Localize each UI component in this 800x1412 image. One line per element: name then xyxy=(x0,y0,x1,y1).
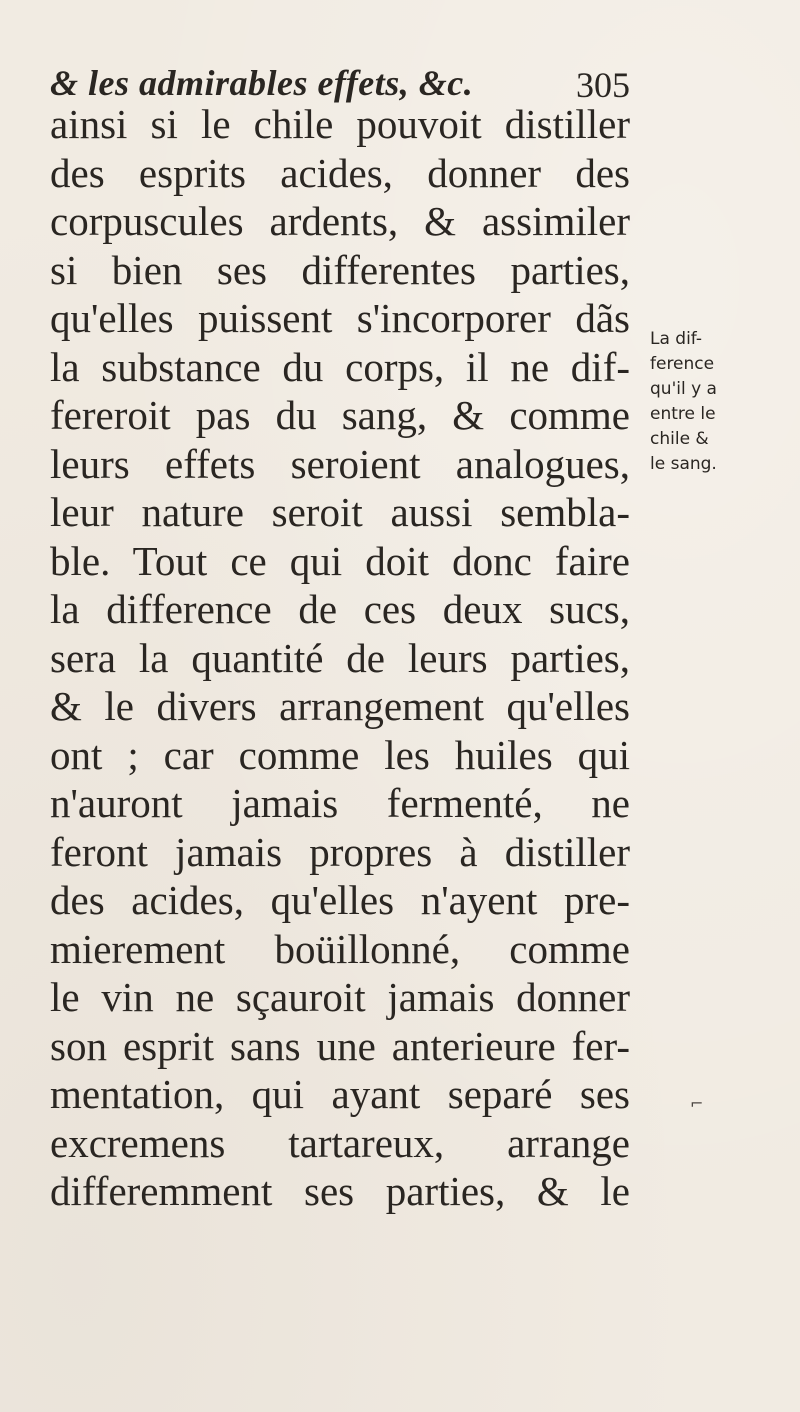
margin-note-line: le sang. xyxy=(650,454,717,474)
text-line: ainsi si le chile pouvoit distiller xyxy=(50,101,630,147)
margin-note xyxy=(650,327,790,477)
margin-note-line: entre le xyxy=(650,404,716,424)
text-line: feront jamais propres à distiller xyxy=(50,828,630,875)
text-line: la substance du corps, il ne dif- xyxy=(50,343,630,390)
text-line: qu'elles puissent s'incorporer dãs xyxy=(50,295,630,341)
text-line: leur nature seroit aussi sembla- xyxy=(50,489,630,535)
running-head: & les admirables effets, &c. xyxy=(50,63,474,103)
text-line: ble. Tout ce qui doit donc faire xyxy=(50,537,630,584)
page-number: 305 xyxy=(576,65,630,105)
margin-note-line: La dif- xyxy=(650,329,702,349)
text-line: mentation, qui ayant separé ses xyxy=(50,1071,630,1117)
text-line: excremens tartareux, arrange xyxy=(50,1119,630,1166)
text-line: sera la quantité de leurs parties, xyxy=(50,634,630,681)
text-line: differemment ses parties, & le xyxy=(50,1168,630,1214)
body-text xyxy=(50,100,630,1216)
margin-note-line: chile & xyxy=(650,429,709,449)
text-line: le vin ne sçauroit jamais donner xyxy=(50,974,630,1020)
text-line: des esprits acides, donner des xyxy=(50,149,630,196)
text-line: & le divers arrangement qu'elles xyxy=(50,683,630,729)
catchword-mark: ⌐ xyxy=(690,1094,704,1113)
text-line: la difference de ces deux sucs, xyxy=(50,586,630,632)
text-line: fereroit pas du sang, & comme xyxy=(50,392,630,438)
text-line: si bien ses differentes parties, xyxy=(50,246,630,293)
text-line: n'auront jamais fermenté, ne xyxy=(50,780,630,826)
margin-note-line: qu'il y a xyxy=(650,379,717,399)
text-line: corpuscules ardents, & assimiler xyxy=(50,198,630,244)
text-line: mierement boüillonné, comme xyxy=(50,925,630,972)
text-line: ont ; car comme les huiles qui xyxy=(50,731,630,778)
text-line: leurs effets seroient analogues, xyxy=(50,440,630,487)
text-line: des acides, qu'elles n'ayent pre- xyxy=(50,877,630,923)
text-line: son esprit sans une anterieure fer- xyxy=(50,1022,630,1069)
margin-note-line: ference xyxy=(650,354,715,374)
